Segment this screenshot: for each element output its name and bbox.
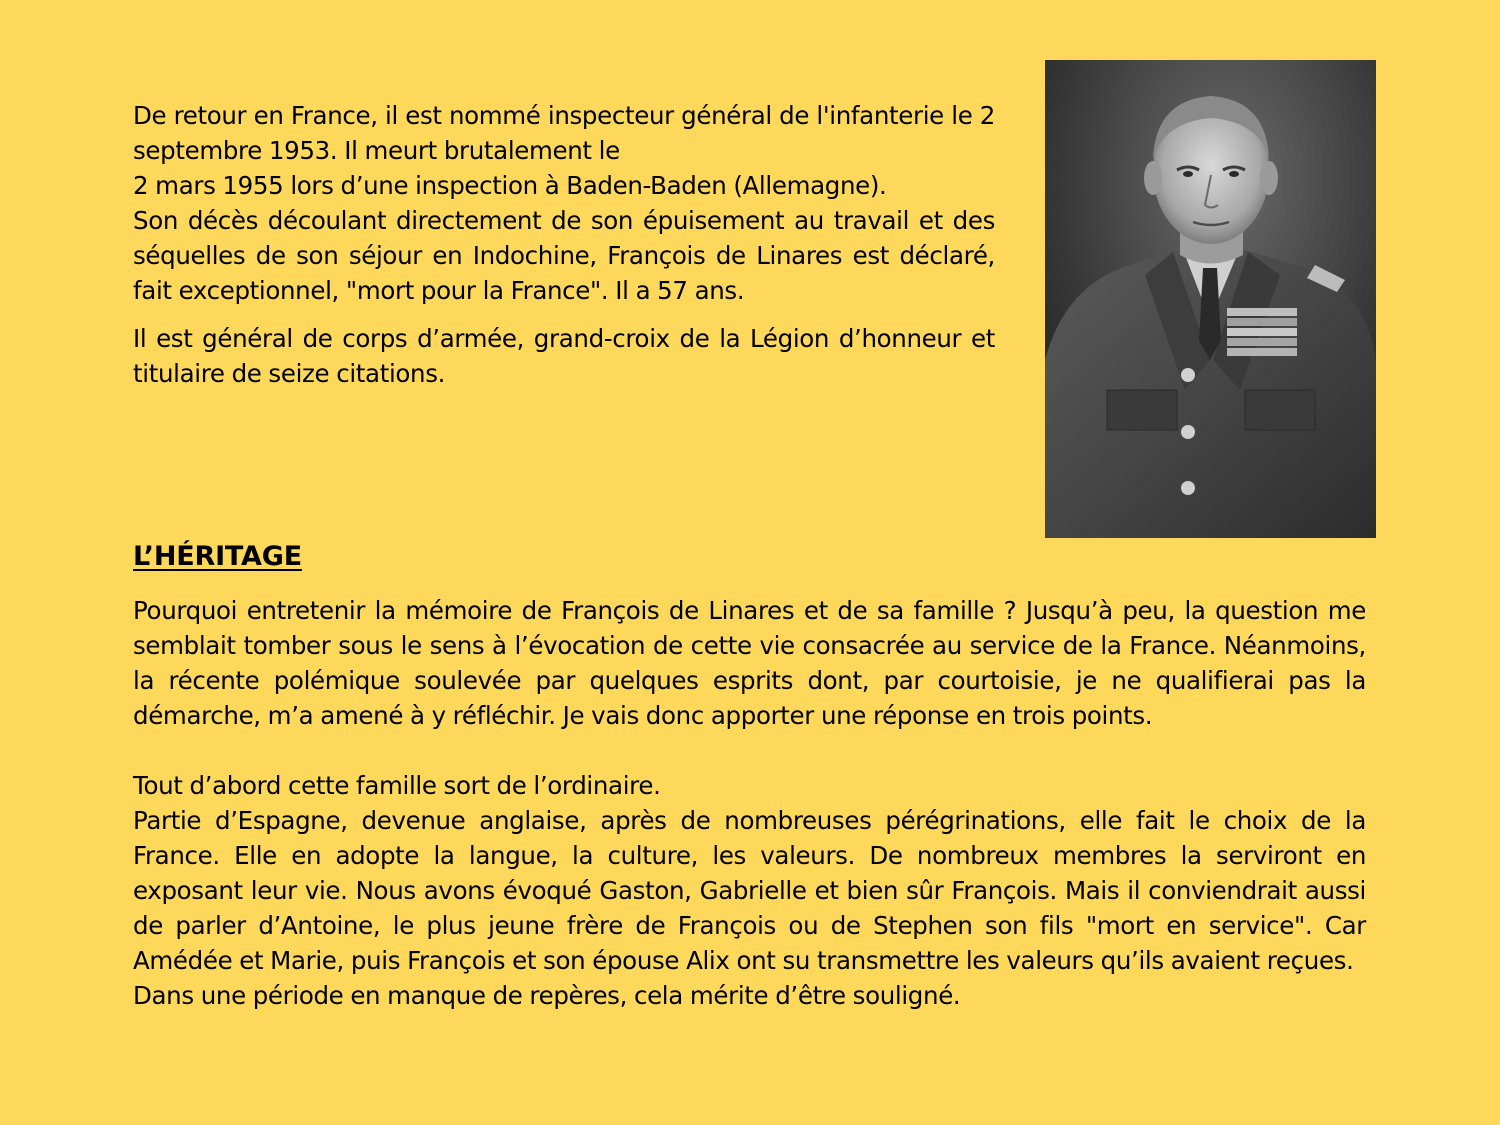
heritage-paragraph-4: Dans une période en manque de repères, cela mérite d’être souligné.	[133, 981, 961, 1010]
heritage-paragraph-3: Partie d’Espagne, devenue anglaise, après de nombreuses pérégrinations, elle fait le choix de la France. Elle en adopte la langue, la culture, les valeurs. De nombreux membres la serviront en exposant leur vie. Nous avons évoqué Gaston, Gabrielle et bien sûr François. Mais il conviendrait aussi de parler d’Antoine, le plus jeune frère de François ou de Stephen son fils "mort en service". Car Amédée et Marie, puis François et son épouse Alix ont su transmettre les valeurs qu’ils avaient reçues.	[133, 806, 1366, 975]
portrait-photo	[1045, 60, 1376, 538]
intro-paragraph-2: Son décès découlant directement de son épuisement au travail et des séquelles de son séjour en Indochine, François de Linares est déclaré, fait exceptionnel, "mort pour la France". Il a 57 ans.	[133, 206, 995, 305]
intro-line-1: De retour en France, il est nommé inspecteur général de l'infanterie le 2 septembre 1953. Il meurt brutalement le	[133, 101, 995, 165]
intro-text-block	[133, 98, 995, 391]
paragraph-spacer	[133, 733, 1366, 768]
portrait-illustration	[1045, 60, 1376, 538]
heritage-paragraph-1: Pourquoi entretenir la mémoire de François de Linares et de sa famille ? Jusqu’à peu, la question me semblait tomber sous le sens à l’évocation de cette vie consacrée au service de la France. Néanmoins, la récente polémique soulevée par quelques esprits dont, par courtoisie, je ne qualifierai pas la démarche, m’a amené à y réfléchir. Je vais donc apporter une réponse en trois points.	[133, 596, 1366, 730]
heritage-text-block	[133, 593, 1366, 1013]
intro-line-2: 2 mars 1955 lors d’une inspection à Baden-Baden (Allemagne).	[133, 171, 887, 200]
heritage-heading: L’HÉRITAGE	[133, 541, 302, 572]
intro-paragraph-3: Il est général de corps d’armée, grand-croix de la Légion d’honneur et titulaire de seize citations.	[133, 324, 995, 388]
heritage-paragraph-2: Tout d’abord cette famille sort de l’ordinaire.	[133, 771, 661, 800]
intro-paragraph-1	[133, 98, 995, 203]
